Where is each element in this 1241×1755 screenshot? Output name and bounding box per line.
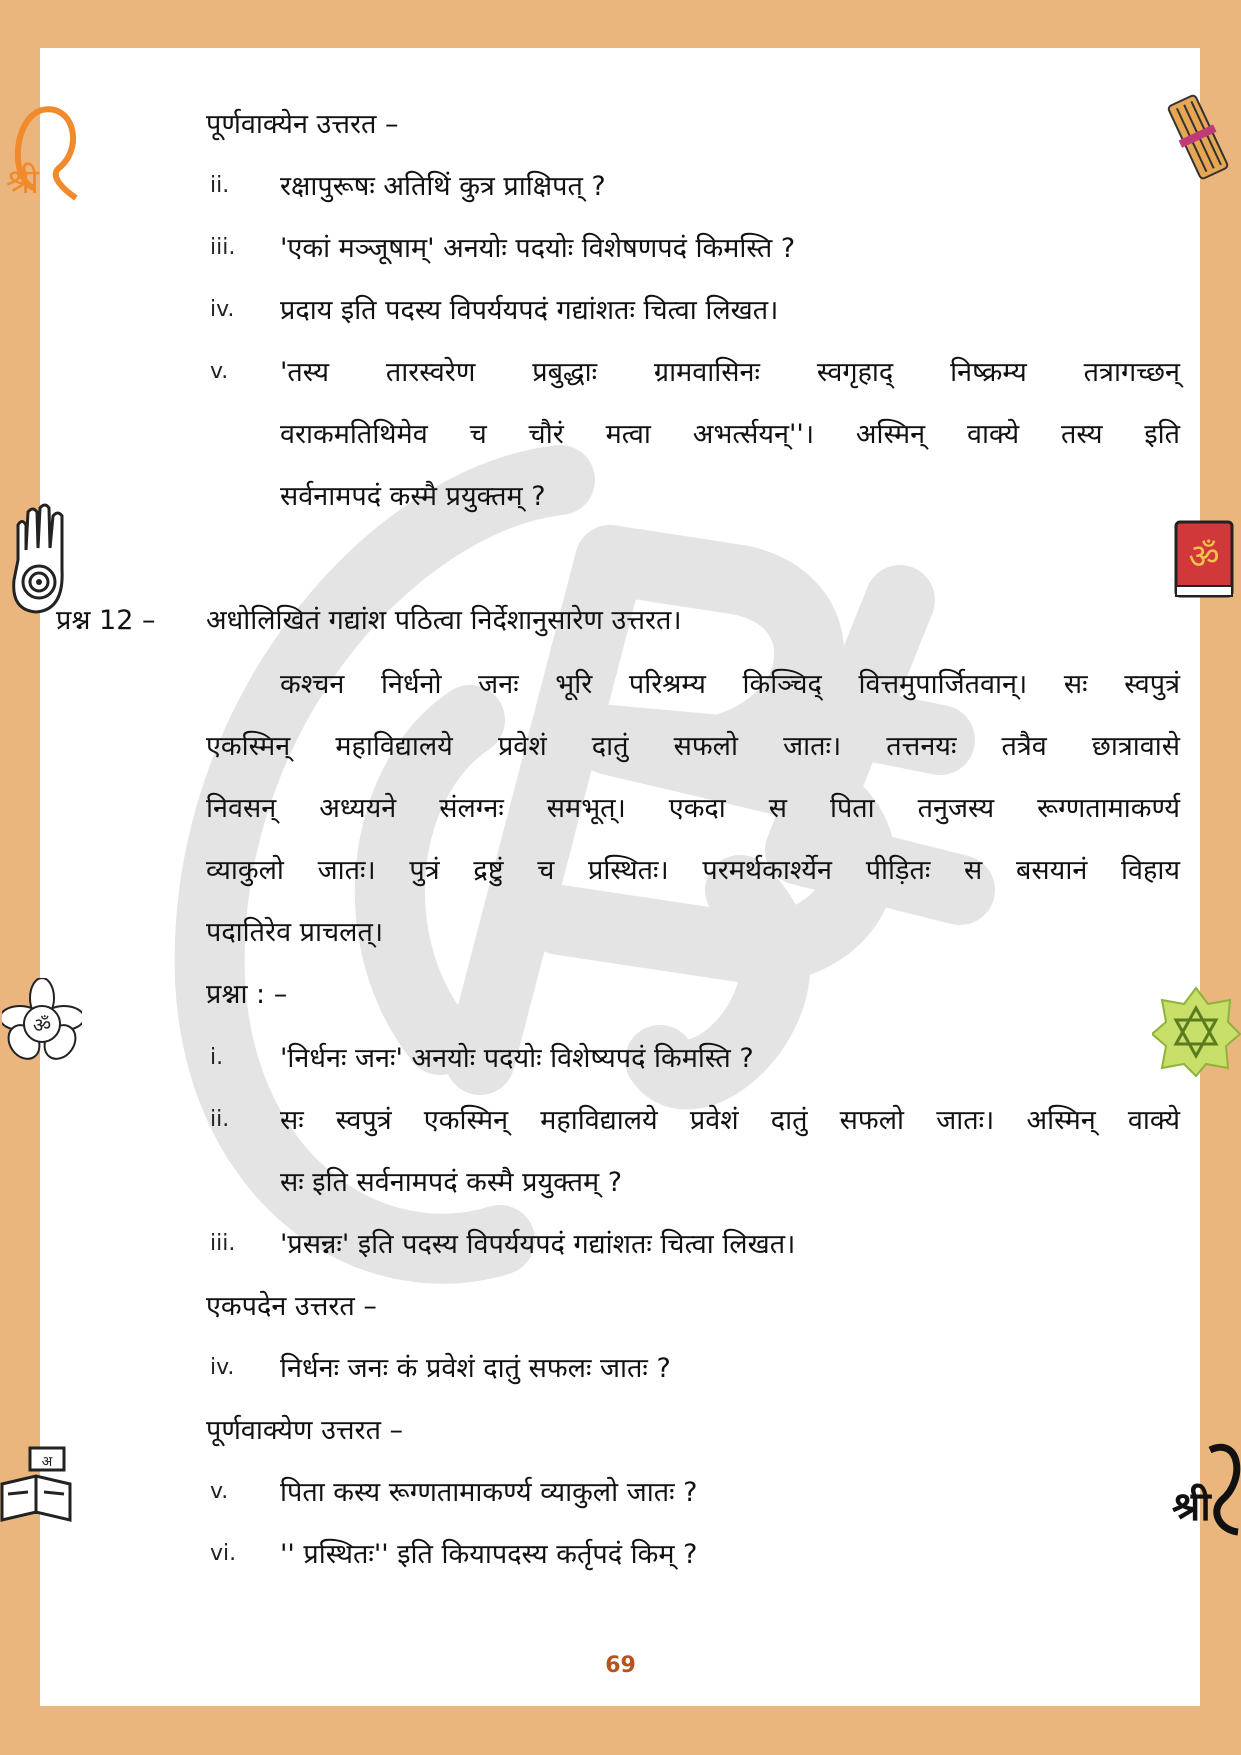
item-number: iii. <box>210 1231 236 1256</box>
page-number: 69 <box>605 1653 636 1678</box>
question-text-line: सः इति सर्वनामपदं कस्मै प्रयुक्तम् ? <box>280 1167 623 1198</box>
question-text: 'प्रसन्नः' इति पदस्य विपर्ययपदं गद्यांशतः चित्वा लिखत। <box>280 1229 796 1260</box>
item-number: ii. <box>210 1107 230 1132</box>
ekapadena-heading: एकपदेन उत्तरत – <box>206 1291 377 1322</box>
item-number: ii. <box>210 173 230 198</box>
question-text: पिता कस्य रूग्णतामाकर्ण्य व्याकुलो जातः ? <box>280 1477 698 1508</box>
question-text: 'एकां मञ्जूषाम्' अनयोः पदयोः विशेषणपदं किमस्ति ? <box>280 233 796 264</box>
section-heading: पूर्णवाक्येन उत्तरत – <box>206 109 399 140</box>
item-number: v. <box>210 1479 229 1504</box>
svg-text:श्री: श्री <box>6 162 39 202</box>
item-number: vi. <box>210 1541 237 1566</box>
purnavakyena-heading: पूर्णवाक्येण उत्तरत – <box>206 1415 404 1446</box>
item-number: iii. <box>210 235 236 260</box>
question-text: निर्धनः जनः कं प्रवेशं दातुं सफलः जातः ? <box>280 1353 671 1384</box>
passage-line: कश्चन निर्धनो जनः भूरि परिश्रम्य किञ्चिद् वित्तमुपार्जितवान्। सः स्वपुत्रं <box>280 669 1180 700</box>
passage-line: एकस्मिन् महाविद्यालये प्रवेशं दातुं सफलो जातः। तत्तनयः तत्रैव छात्रावासे <box>206 731 1180 762</box>
svg-text:अ: अ <box>41 1454 53 1470</box>
question-text: 'निर्धनः जनः' अनयोः पदयोः विशेष्यपदं किमस्ति ? <box>280 1043 754 1074</box>
question-label: प्रश्न 12 – <box>56 605 156 636</box>
question-text-line: 'तस्य तारस्वरेण प्रबुद्धाः ग्रामवासिनः स्वगृहाद् निष्क्रम्य तत्रागच्छन् <box>280 357 1180 388</box>
svg-text:ॐ: ॐ <box>1188 537 1220 577</box>
passage-line: व्याकुलो जातः। पुत्रं द्रष्टुं च प्रस्थितः। परमर्थकार्श्येन पीड़ितः स बसयानं विहाय <box>206 855 1180 886</box>
questions-heading: प्रश्ना : – <box>206 979 288 1010</box>
question-text-line: सः स्वपुत्रं एकस्मिन् महाविद्यालये प्रवेशं दातुं सफलो जातः। अस्मिन् वाक्ये <box>280 1105 1180 1136</box>
question-text: '' प्रस्थितः'' इति कियापदस्य कर्तृपदं किम् ? <box>280 1539 698 1570</box>
item-number: i. <box>210 1045 224 1070</box>
passage-line: निवसन् अध्ययने संलग्नः समभूत्। एकदा स पिता तनुजस्य रूग्णतामाकर्ण्य <box>206 793 1180 824</box>
question-instruction: अधोलिखितं गद्यांश पठित्वा निर्देशानुसारेण उत्तरत। <box>206 605 682 636</box>
question-text: रक्षापुरूषः अतिथिं कुत्र प्राक्षिपत् ? <box>280 171 606 202</box>
svg-text:श्री: श्री <box>1172 1484 1211 1530</box>
question-text-line: सर्वनामपदं कस्मै प्रयुक्तम् ? <box>280 481 546 512</box>
item-number: v. <box>210 359 229 384</box>
question-text-line: वराकमतिथिमेव च चौरं मत्वा अभर्त्सयन्''। अस्मिन् वाक्ये तस्य इति <box>280 419 1180 450</box>
passage-line: पदातिरेव प्राचलत्। <box>206 917 384 948</box>
item-number: iv. <box>210 1355 235 1380</box>
item-number: iv. <box>210 297 235 322</box>
question-text: प्रदाय इति पदस्य विपर्ययपदं गद्यांशतः चित्वा लिखत। <box>280 295 779 326</box>
svg-text:ॐ: ॐ <box>32 1013 52 1037</box>
